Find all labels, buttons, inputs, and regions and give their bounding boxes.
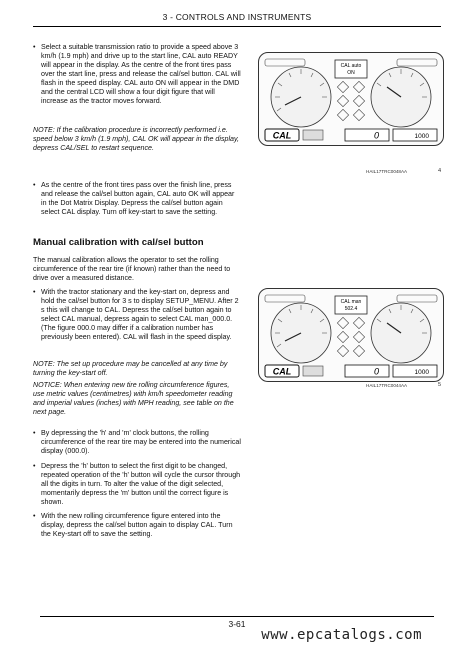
- figure-1-caption: HAIL17TRC0048AA: [366, 169, 408, 174]
- bullet-transmission-ratio: [33, 43, 241, 106]
- page-header: 3 - CONTROLS AND INSTRUMENTS: [162, 12, 312, 22]
- warning-lamp: [353, 331, 364, 342]
- note-cancel-setup: NOTE: The set up procedure may be cancelled at any time by turning the key-start off.: [33, 360, 228, 377]
- figure-2-number: 5: [438, 382, 442, 388]
- bullet-text: As the centre of the front tires pass over the finish line, press and release the cal/sel button again, CAL auto OK will appear in the Dot Matrix Display. Depress the cal/sel button again select CAL display. Turn off key-start to save the setting.: [41, 181, 235, 216]
- central-lcd: [345, 129, 389, 141]
- bullet-setup-menu: [33, 288, 241, 342]
- warning-lamp: [337, 109, 348, 120]
- dmd-line-2: 502.4: [344, 306, 358, 312]
- bullet-text: By depressing the 'h' and 'm' clock buttons, the rolling circumference of the rear tire may be entered into the numerical display (000.0).: [41, 429, 241, 455]
- watermark: www.epcatalogs.com: [261, 627, 422, 643]
- dmd-line-2: ON: [347, 70, 355, 76]
- bullet-mark: •: [33, 462, 36, 470]
- bullet-finish-line: [33, 181, 241, 217]
- warning-lamp: [337, 81, 348, 92]
- warning-lamp: [337, 345, 348, 356]
- indicator-strip-right: [397, 295, 437, 302]
- bullet-mark: •: [33, 512, 36, 520]
- central-lcd: [345, 365, 389, 377]
- figure-1-number: 4: [438, 168, 442, 174]
- header-rule: [33, 26, 441, 27]
- dmd-line-1: CAL auto: [340, 63, 362, 69]
- section-heading: Manual calibration with cal/sel button: [33, 237, 204, 248]
- bullet-mark: •: [33, 288, 36, 296]
- instrument-panel-figure-2: [258, 288, 444, 382]
- indicator-strip-left: [265, 59, 305, 66]
- paragraph-manual-calibration: The manual calibration allows the operator to set the rolling circumference of the rear tire (if known) rather than the need to drive over a measured distance.: [33, 256, 231, 282]
- dmd-line-1: CAL man: [340, 299, 362, 305]
- bullet-mark: •: [33, 43, 36, 51]
- speed-display-text: CAL: [272, 366, 292, 377]
- warning-lamp: [337, 95, 348, 106]
- instrument-cluster-illustration: [259, 289, 443, 381]
- bullet-save-setting: [33, 512, 241, 539]
- warning-lamp: [353, 81, 364, 92]
- bullet-mark: •: [33, 181, 36, 189]
- footer-rule: [40, 616, 434, 617]
- instrument-cluster-illustration: [259, 53, 443, 145]
- notice-metric-values: NOTICE: When entering new tire rolling circumference figures, use metric values (centimetres) with km/h speedometer reading and imperial values (inches) with MPH reading, see table on the next page.: [33, 381, 234, 416]
- fuel-bargraph: [303, 130, 323, 140]
- warning-lamp: [337, 331, 348, 342]
- central-lcd-text: 0: [373, 366, 379, 377]
- figure-2-caption: HAIL17TRC0044AA: [366, 383, 408, 388]
- indicator-strip-left: [265, 295, 305, 302]
- bullet-text: Depress the 'h' button to select the first digit to be changed, repeated operation of the 'h' button will cycle the cursor through all the digits in turn. To alter the value of the digit selected, momentarily depress the 'm' button until the correct figure is shown.: [41, 462, 241, 506]
- bullet-text: With the new rolling circumference figure entered into the display, depress the cal/sel button again to display CAL. Turn the Key-start off to save the setting.: [41, 512, 233, 538]
- warning-lamp: [337, 317, 348, 328]
- instrument-panel-figure-1: [258, 52, 444, 146]
- note-incorrect-calibration: NOTE: If the calibration procedure is incorrectly performed i.e. speed below 3 km/h (1.9 mph), CAL OK will appear in the display, depress CAL/SEL to restart sequence.: [33, 126, 239, 152]
- indicator-strip-right: [397, 59, 437, 66]
- fuel-bargraph: [303, 366, 323, 376]
- bullet-clock-buttons: [33, 429, 241, 456]
- bullet-text: With the tractor stationary and the key-start on, depress and hold the cal/sel button for 3 s to display SETUP_MENU. After 2 s this will change to CAL. Depress the cal/sel button again to select CAL manual, depress again to select CAL man_000.0. (The figure 000.0 may differ if a calibration number has previously been entered). CAL will flash in the speed display.: [41, 288, 239, 341]
- bullet-text: Select a suitable transmission ratio to provide a speed above 3 km/h (1.9 mph) and drive up to the start line, CAL auto READY will appear in the display. As the centre of the front tires pass over the start line, press and release the cal/sel button. CAL will flash in the speed display. CAL auto ON will appear in the DMD and the central LCD will show a four digit figure that will increase as the tractor moves forward.: [41, 43, 241, 105]
- page-number: 3-61: [228, 619, 246, 629]
- warning-lamp: [353, 345, 364, 356]
- central-lcd-text: 0: [373, 130, 379, 141]
- bullet-digit-selection: [33, 462, 241, 507]
- hour-meter-text: 1000: [414, 133, 429, 140]
- bullet-mark: •: [33, 429, 36, 437]
- speed-display-text: CAL: [272, 130, 292, 141]
- warning-lamp: [353, 317, 364, 328]
- warning-lamp: [353, 95, 364, 106]
- warning-lamp: [353, 109, 364, 120]
- hour-meter-text: 1000: [414, 369, 429, 376]
